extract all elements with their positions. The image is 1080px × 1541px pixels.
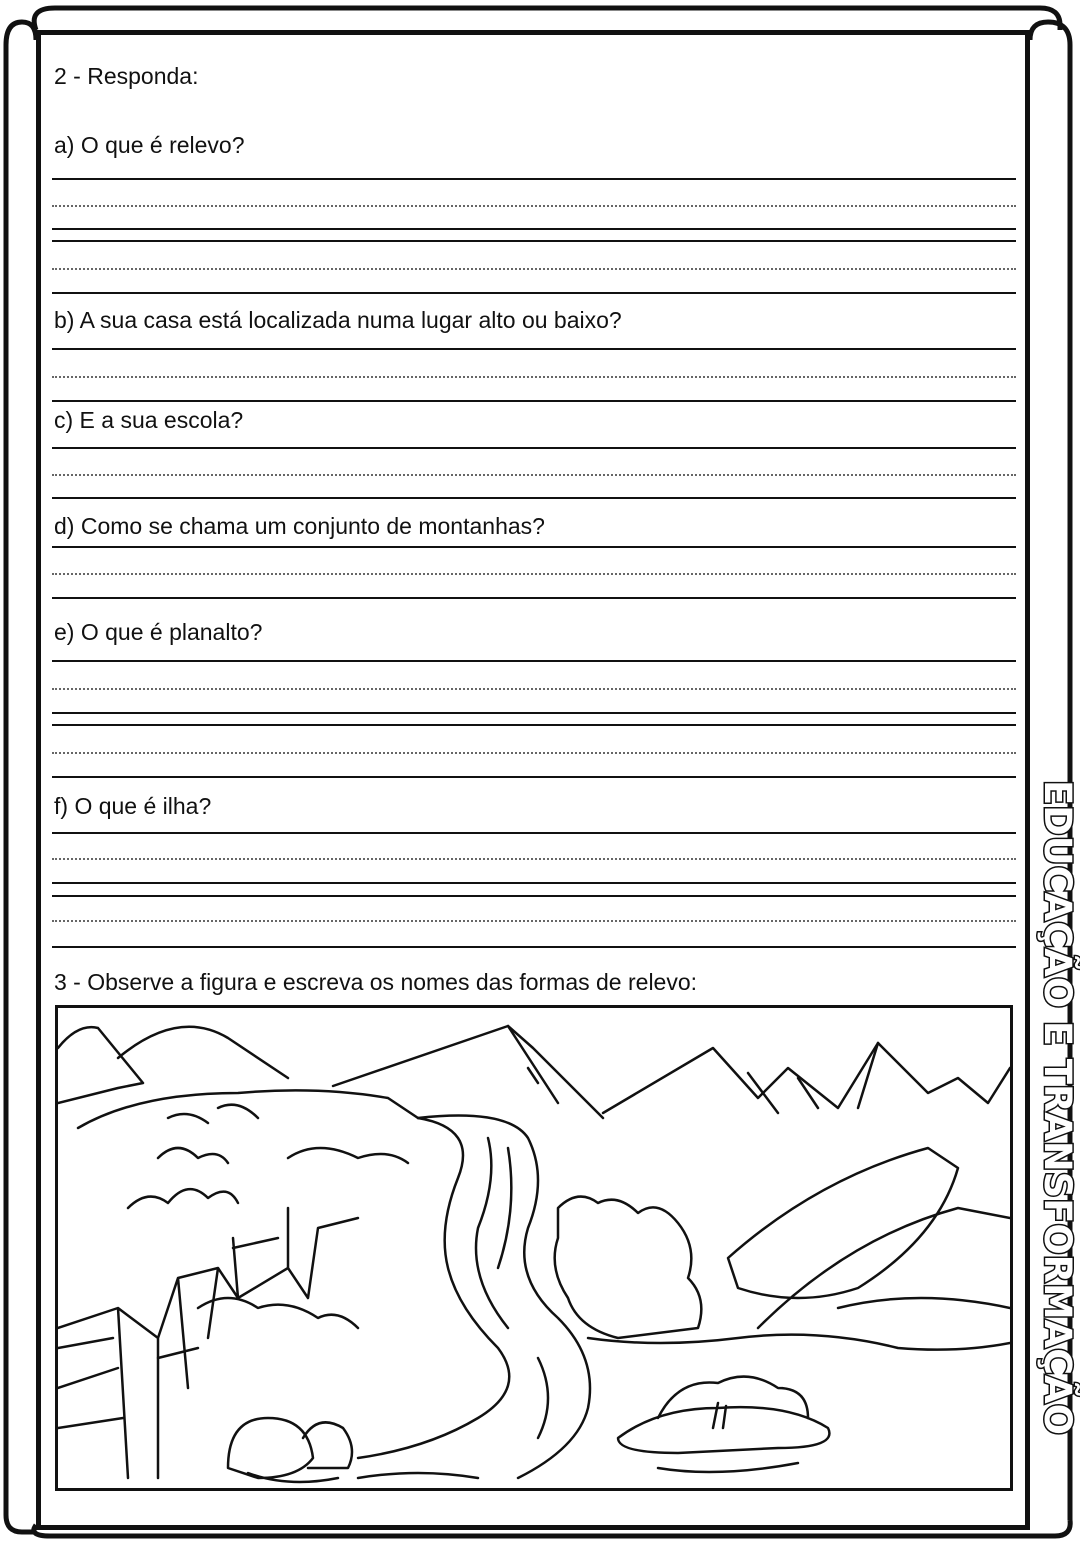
answer-line[interactable] — [52, 776, 1016, 778]
question-c: c) E a sua escola? — [54, 407, 244, 433]
answer-line[interactable] — [52, 724, 1016, 726]
answer-line[interactable] — [52, 946, 1016, 948]
answer-guide — [52, 688, 1016, 690]
hill-right — [728, 1148, 958, 1298]
answer-line[interactable] — [52, 895, 1016, 897]
answer-line[interactable] — [52, 447, 1016, 449]
watermark-logo — [1035, 780, 1080, 1440]
answer-line[interactable] — [52, 228, 1016, 230]
question-d: d) Como se chama um conjunto de montanhas? — [54, 513, 545, 539]
answer-line[interactable] — [52, 497, 1016, 499]
answer-line[interactable] — [52, 712, 1016, 714]
answer-guide — [52, 376, 1016, 378]
answer-guide — [52, 474, 1016, 476]
answer-line[interactable] — [52, 660, 1016, 662]
answer-guide — [52, 573, 1016, 575]
answer-guide — [52, 268, 1016, 270]
answer-line[interactable] — [52, 178, 1016, 180]
section-3-title: 3 - Observe a figura e escreva os nomes das formas de relevo: — [54, 969, 698, 995]
answer-line[interactable] — [52, 400, 1016, 402]
question-e: e) O que é planalto? — [54, 619, 263, 645]
mountain-left — [58, 1027, 143, 1103]
answer-guide — [52, 205, 1016, 207]
answer-line[interactable] — [52, 348, 1016, 350]
mountain-back — [118, 1027, 288, 1078]
answer-line[interactable] — [52, 597, 1016, 599]
forest-center — [555, 1197, 702, 1338]
answer-line[interactable] — [52, 832, 1016, 834]
question-a: a) O que é relevo? — [54, 132, 245, 158]
question-b: b) A sua casa está localizada numa lugar alto ou baixo? — [54, 307, 622, 333]
answer-guide — [52, 752, 1016, 754]
answer-line[interactable] — [52, 882, 1016, 884]
mountains-right — [603, 1043, 1010, 1113]
cliffs — [58, 1208, 358, 1478]
mountain-center — [333, 1026, 603, 1118]
rocks — [228, 1418, 352, 1482]
svg-text:EDUCAÇÃO E TRANSFORMAÇÃO: EDUCAÇÃO E TRANSFORMAÇÃO — [1036, 780, 1079, 1438]
shoreline — [588, 1335, 1010, 1350]
answer-guide — [52, 858, 1016, 860]
section-2-title: 2 - Responda: — [54, 63, 199, 89]
river-right-bank — [418, 1116, 590, 1479]
answer-guide — [52, 920, 1016, 922]
answer-line[interactable] — [52, 292, 1016, 294]
river-left-bank — [358, 1118, 509, 1458]
relief-landscape-illustration — [55, 1005, 1013, 1491]
question-f: f) O que é ilha? — [54, 793, 212, 819]
answer-line[interactable] — [52, 546, 1016, 548]
answer-line[interactable] — [52, 240, 1016, 242]
